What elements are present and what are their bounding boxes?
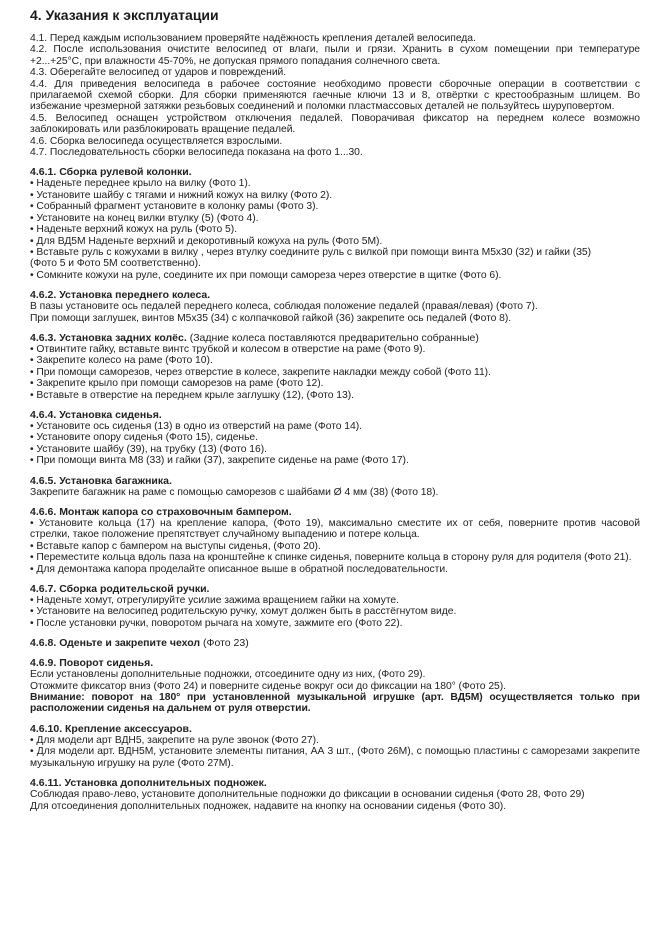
intro-item: 4.2. После использования очистите велосипед от влаги, пыли и грязи. Хранить в сухом помещении при температуре +2...+25°С, при влажности 45-70%, не допуская прямого попадания солнечного света. — [30, 44, 640, 67]
section-title: 4.6.11. Установка дополнительных подножек. — [30, 777, 267, 790]
list-item: • Закрепите колесо на раме (Фото 10). — [30, 355, 213, 367]
list-item: • Вставьте капор с бампером на выступы сиденья, (Фото 20). — [30, 540, 321, 552]
list-item: Для отсоединения дополнительных подножек, надавите на кнопку на основании сиденья (Фото 30). — [30, 800, 507, 812]
warning-text: Внимание: поворот на 180° при установленной музыкальной игрушке (арт. ВД5М) осуществляется только при расположении сиденья на дальнем от руля отверстии. — [30, 692, 640, 715]
section-4-6-11 — [30, 777, 640, 812]
list-item: • Установите на конец вилки втулку (5) (Фото 4). — [30, 212, 259, 224]
section-4-6-1 — [30, 166, 640, 281]
list-item: В пазы установите ось педалей переднего колеса, соблюдая положение педалей (правая/левая) (Фото 7). — [30, 301, 538, 313]
section-4-6-6 — [30, 506, 640, 575]
section-4-6-7 — [30, 583, 640, 629]
list-item: • Для демонтажа капора проделайте описанное выше в обратной последовательности. — [30, 563, 448, 575]
intro-item: 4.5. Велосипед оснащен устройством отключения педалей. Поворачивая фиксатор на переднем колесе возможно заблокировать или разблокировать вращение педалей. — [30, 112, 640, 136]
list-item: • При помощи винта М8 (33) и гайки (37), закрепите сиденье на раме (Фото 17). — [30, 455, 409, 467]
section-title-note: (Задние колеса поставляются предварительно собранные) — [186, 331, 479, 344]
list-item: • Переместите кольца вдоль паза на кронштейне к спинке сиденья, поверните кольца в сторону руля для родителя (Фото 21). — [30, 552, 632, 564]
section-title: 4.6.7. Сборка родительской ручки. — [30, 583, 210, 596]
section-title: 4.6.10. Крепление аксессуаров. — [30, 722, 192, 735]
list-item: Отожмите фиксатор вниз (Фото 24) и поверните сиденье вокруг оси до фиксации на 180° (Фото 25). — [30, 680, 506, 692]
intro-item: 4.7. Последовательность сборки велосипеда показана на фото 1...30. — [30, 147, 363, 159]
list-item: • Для модели арт ВДН5, закрепите на руле звонок (Фото 27). — [30, 734, 319, 746]
list-item: • Сомкните кожухи на руле, соедините их при помощи самореза через отверстие в щитке (Фото 6). — [30, 269, 502, 281]
list-item: • Собранный фрагмент установите в колонку рамы (Фото 3). — [30, 201, 319, 213]
list-item: • Наденьте верхний кожух на руль (Фото 5). — [30, 224, 237, 236]
section-title: 4.6.5. Установка багажника. — [30, 474, 172, 487]
list-item: • Установите шайбу с тягами и нижний кожух на вилку (Фото 2). — [30, 189, 333, 201]
section-title: 4.6.1. Сборка рулевой колонки. — [30, 166, 192, 179]
list-item: • Закрепите крыло при помощи саморезов на раме (Фото 12). — [30, 378, 324, 390]
list-item: Соблюдая право-лево, установите дополнительные подножки до фиксации в основании сиденья (Фото 28, Фото 29) — [30, 789, 585, 801]
section-title: 4.6.4. Установка сиденья. — [30, 408, 162, 421]
list-item: • Установите кольца (17) на крепление капора, (Фото 19), максимально сместите их от себя, поверните против часовой стрелки, такое положение препятствует случайному выпадению и потере кольца. — [30, 518, 640, 541]
section-title: 4.6.6. Монтаж капора со страховочным бампером. — [30, 506, 292, 518]
section-4-6-8 — [30, 637, 640, 649]
section-title — [30, 332, 640, 344]
section-4-6-2 — [30, 289, 640, 324]
list-item: • Установите на велосипед родительскую ручку, хомут должен быть в расстёгнутом виде. — [30, 606, 457, 618]
list-item: • Отвинтите гайку, вставьте винтс трубкой и колесом в отверстие на раме (Фото 9). — [30, 343, 426, 355]
section-4-6-5 — [30, 475, 640, 498]
intro-item: 4.6. Сборка велосипеда осуществляется взрослыми. — [30, 135, 283, 147]
page-title: 4. Указания к эксплуатации — [30, 7, 219, 23]
section-title — [30, 637, 640, 649]
list-item: • Для ВД5М Наденьте верхний и декоротивный кожуха на руль (Фото 5М). — [30, 235, 383, 247]
list-item: • Установите ось сиденья (13) в одно из отверстий на раме (Фото 14). — [30, 420, 362, 432]
intro-item: 4.1. Перед каждым использованием проверяйте надёжность крепления деталей велосипеда. — [30, 33, 476, 44]
section-title: 4.6.9. Поворот сиденья. — [30, 657, 154, 670]
section-title-note: (Фото 23) — [200, 637, 249, 650]
list-item: При помощи заглушек, винтов М5х35 (34) с колпачковой гайкой (36) закрепите ось педалей (Фото 8). — [30, 312, 512, 324]
list-item: • Установите опору сиденья (Фото 15), сиденье. — [30, 432, 258, 444]
section-4-6-4 — [30, 409, 640, 467]
section-title-text: 4.6.8. Оденьте и закрепите чехол — [30, 637, 201, 650]
list-item: (Фото 5 и Фото 5М соответственно). — [30, 258, 201, 270]
list-item: • При помощи саморезов, через отверстие в колесе, закрепите накладки между собой (Фото 11). — [30, 366, 491, 378]
list-item: • Наденьте хомут, отрегулируйте усилие зажима вращением гайки на хомуте. — [30, 595, 399, 607]
list-item: • Наденьте переднее крыло на вилку (Фото 1). — [30, 178, 251, 190]
section-4-6-10 — [30, 723, 640, 769]
intro-item: 4.4. Для приведения велосипеда в рабочее состояние необходимо провести сборочные операции в соответствии с прилагаемой схемой сборки. Для сборки применяются гаечные ключи 13 и 8, отвёртки с крестообразным шлицем. Во избежание чрезмерной затяжки резьбовых соединений и поломки пластмассовых деталей не пользуйтесь шуруповертом. — [30, 78, 640, 113]
intro-item: 4.3. Оберегайте велосипед от ударов и повреждений. — [30, 67, 287, 79]
list-item: • Вставьте в отверстие на переднем крыле заглушку (12), (Фото 13). — [30, 389, 354, 401]
intro-block — [30, 33, 640, 158]
section-4-6-9 — [30, 657, 640, 715]
list-item: • После установки ручки, поворотом рычага на хомуте, зажмите его (Фото 22). — [30, 617, 403, 629]
section-title-text: 4.6.3. Установка задних колёс. — [30, 331, 187, 344]
list-item: • Для модели арт. ВДН5М, установите элементы питания, АА 3 шт., (Фото 26М), с помощью пластины с саморезами закрепите музыкальную игрушку на руле (Фото 27М). — [30, 746, 640, 769]
list-item: • Вставьте руль с кожухами в вилку , через втулку соедините руль с вилкой при помощи винта М5х30 (32) и гайки (35) — [30, 246, 591, 258]
list-item: • Установите шайбу (39), на трубку (13) (Фото 16). — [30, 443, 267, 455]
list-item: Если установлены дополнительные подножки, отсоедините одну из них, (Фото 29). — [30, 669, 426, 681]
section-title: 4.6.2. Установка переднего колеса. — [30, 289, 211, 302]
list-item: Закрепите багажник на раме с помощью саморезов с шайбами Ø 4 мм (38) (Фото 18). — [30, 486, 439, 498]
section-4-6-3 — [30, 332, 640, 401]
